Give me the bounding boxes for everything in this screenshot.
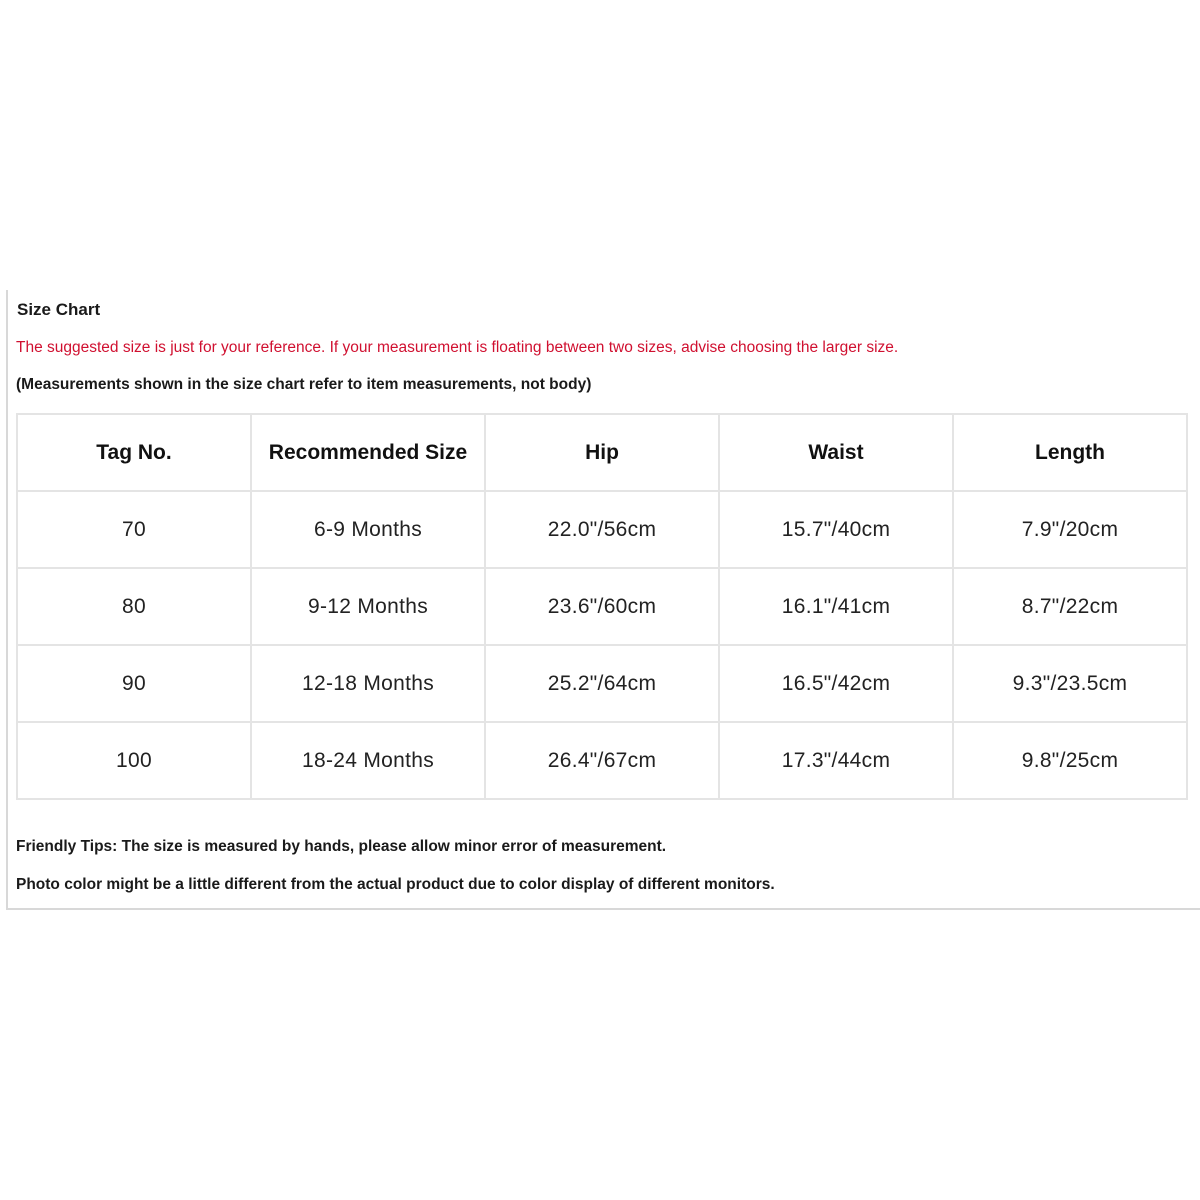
column-header-tag-no: Tag No.	[17, 414, 251, 491]
table-header-row	[17, 414, 1187, 491]
cell-recommended-size: 9-12 Months	[251, 568, 485, 645]
cell-tag-no: 70	[17, 491, 251, 568]
cell-recommended-size: 6-9 Months	[251, 491, 485, 568]
cell-length: 9.8"/25cm	[953, 722, 1187, 799]
cell-length: 9.3"/23.5cm	[953, 645, 1187, 722]
measurement-note: (Measurements shown in the size chart refer to item measurements, not body)	[16, 376, 592, 393]
column-header-hip: Hip	[485, 414, 719, 491]
cell-waist: 16.1"/41cm	[719, 568, 953, 645]
column-header-length: Length	[953, 414, 1187, 491]
column-header-recommended-size: Recommended Size	[251, 414, 485, 491]
table-row	[17, 722, 1187, 799]
color-disclaimer: Photo color might be a little different from the actual product due to color display of different monitors.	[16, 876, 775, 893]
table-row	[17, 568, 1187, 645]
cell-hip: 26.4"/67cm	[485, 722, 719, 799]
size-reference-notice: The suggested size is just for your reference. If your measurement is floating between two sizes, advise choosing the larger size.	[16, 339, 899, 356]
cell-length: 7.9"/20cm	[953, 491, 1187, 568]
cell-recommended-size: 18-24 Months	[251, 722, 485, 799]
cell-recommended-size: 12-18 Months	[251, 645, 485, 722]
table-row	[17, 645, 1187, 722]
cell-hip: 22.0"/56cm	[485, 491, 719, 568]
cell-waist: 17.3"/44cm	[719, 722, 953, 799]
cell-length: 8.7"/22cm	[953, 568, 1187, 645]
cell-hip: 25.2"/64cm	[485, 645, 719, 722]
table-row	[17, 491, 1187, 568]
cell-tag-no: 80	[17, 568, 251, 645]
cell-hip: 23.6"/60cm	[485, 568, 719, 645]
cell-tag-no: 100	[17, 722, 251, 799]
friendly-tip: Friendly Tips: The size is measured by hands, please allow minor error of measurement.	[16, 838, 667, 855]
column-header-waist: Waist	[719, 414, 953, 491]
cell-waist: 15.7"/40cm	[719, 491, 953, 568]
size-chart-card	[6, 290, 1200, 910]
cell-waist: 16.5"/42cm	[719, 645, 953, 722]
size-chart-title: Size Chart	[17, 300, 101, 319]
cell-tag-no: 90	[17, 645, 251, 722]
size-table	[16, 413, 1188, 800]
